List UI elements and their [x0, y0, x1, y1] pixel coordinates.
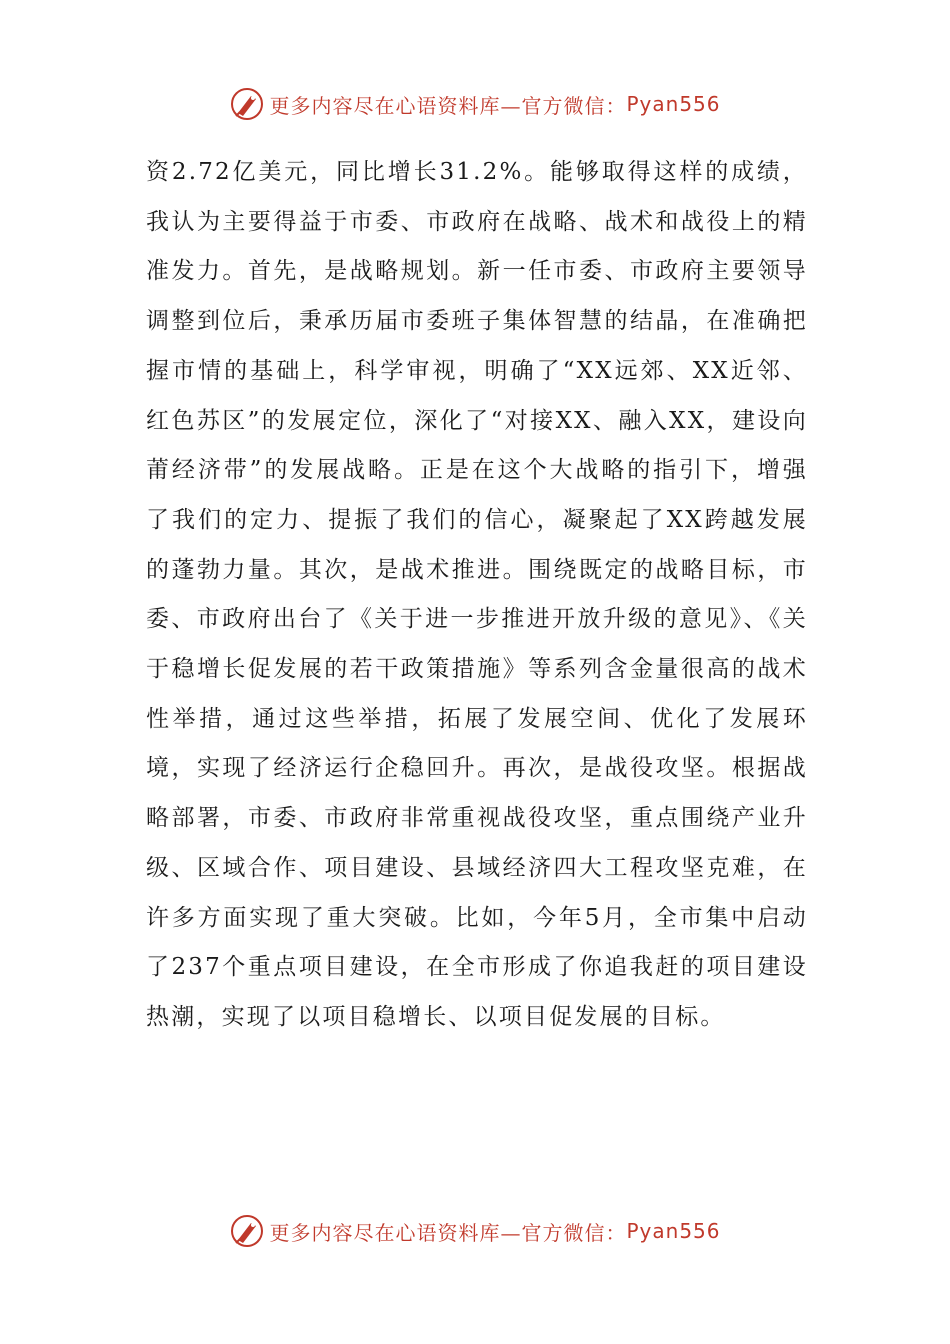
- watermark-wechat-id: Pyan556: [626, 92, 721, 116]
- body-paragraph: 资2.72亿美元，同比增长31.2%。能够取得这样的成绩，我认为主要得益于市委、市政府在战略、战术和战役上的精准发力。首先，是战略规划。新一任市委、市政府主要领导调整到位后，秉承历届市委班子集体智慧的结晶，在准确把握市情的基础上，科学审视，明确了“XX远郊、XX近邻、红色苏区”的发展定位，深化了“对接XX、融入XX，建设向莆经济带”的发展战略。正是在这个大战略的指引下，增强了我们的定力、提振了我们的信心，凝聚起了XX跨越发展的蓬勃力量。其次，是战术推进。围绕既定的战略目标，市委、市政府出台了《关于进一步推进开放升级的意见》、《关于稳增长促发展的若干政策措施》等系列含金量很高的战术性举措，通过这些举措，拓展了发展空间、优化了发展环境，实现了经济运行企稳回升。再次，是战役攻坚。根据战略部署，市委、市政府非常重视战役攻坚，重点围绕产业升级、区域合作、项目建设、县域经济四大工程攻坚克难，在许多方面实现了重大突破。比如，今年5月，全市集中启动了237个重点项目建设，在全市形成了你追我赶的项目建设热潮，实现了以项目稳增长、以项目促发展的目标。: [146, 159, 808, 1030]
- header-watermark: [0, 84, 950, 124]
- document-body: [146, 148, 808, 1043]
- fountain-pen-logo-icon: [229, 1213, 265, 1249]
- footer-watermark: [0, 1211, 950, 1251]
- watermark-text: 更多内容尽在心语资料库—官方微信：: [269, 93, 627, 118]
- watermark-wechat-id: Pyan556: [626, 1219, 721, 1243]
- fountain-pen-logo-icon: [229, 86, 265, 122]
- watermark-text: 更多内容尽在心语资料库—官方微信：: [269, 1220, 627, 1245]
